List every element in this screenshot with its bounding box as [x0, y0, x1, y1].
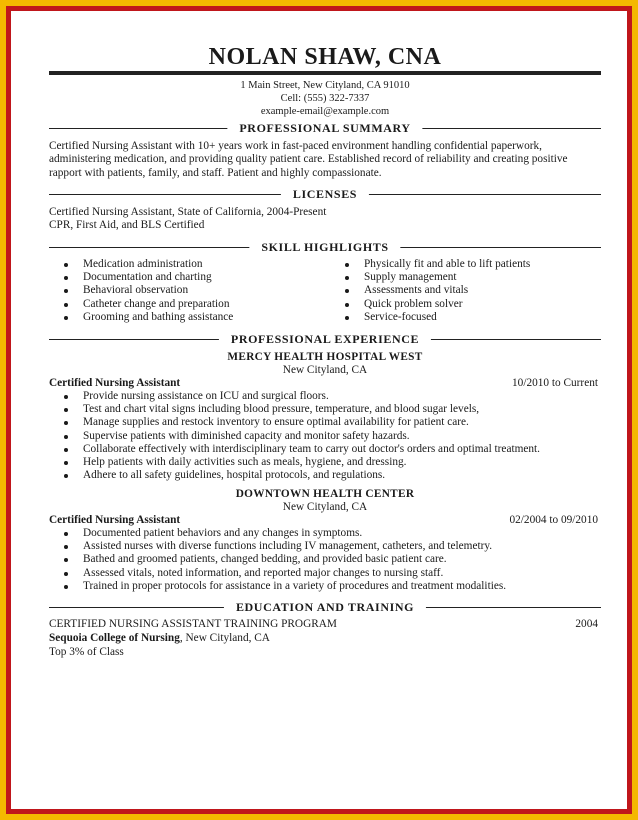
skill-item	[330, 311, 530, 324]
skills-heading	[49, 240, 601, 254]
summary-heading	[49, 121, 601, 135]
education-school: Sequoia College of Nursing	[49, 632, 180, 644]
skill-item	[330, 284, 530, 297]
employer-location: New Cityland, CA	[282, 501, 368, 513]
duty-text: Manage supplies and restock inventory to ensure optimal availability for patient care.	[83, 416, 469, 429]
duty-item	[49, 469, 540, 482]
duty-item	[49, 567, 506, 580]
skills-right-column	[330, 258, 530, 324]
job-dates: 10/2010 to Current	[512, 377, 598, 389]
license-item: Certified Nursing Assistant, State of California, 2004-Present	[49, 206, 327, 218]
licenses-heading	[49, 187, 601, 201]
bullet-icon	[345, 303, 349, 307]
header-rule	[49, 71, 601, 75]
duty-text: Supervise patients with diminished capacity and monitor safety hazards.	[83, 429, 410, 442]
experience-heading	[49, 332, 601, 346]
skill-item	[330, 298, 530, 311]
education-school-location: , New Cityland, CA	[179, 632, 270, 644]
job-dates: 02/2004 to 09/2010	[509, 514, 598, 526]
duty-text: Test and chart vital signs including blood pressure, temperature, and blood sugar levels,	[83, 403, 480, 416]
bullet-icon	[345, 276, 349, 280]
job-duties	[49, 390, 540, 482]
bullet-icon	[64, 263, 68, 267]
duty-text: Adhere to all safety guidelines, hospital protocols, and regulations.	[83, 469, 386, 482]
duty-item	[49, 403, 540, 416]
employer-name: DOWNTOWN HEALTH CENTER	[235, 488, 415, 500]
duty-item	[49, 456, 540, 469]
bullet-icon	[345, 316, 349, 320]
bullet-icon	[64, 316, 68, 320]
job-duties	[49, 527, 506, 593]
duty-item	[49, 553, 506, 566]
skill-item	[330, 258, 530, 271]
duty-text: Assisted nurses with diverse functions including IV management, catheters, and telemetry.	[83, 540, 493, 553]
bullet-icon	[64, 572, 68, 576]
bullet-icon	[64, 408, 68, 412]
duty-text: Bathed and groomed patients, changed bedding, and provided basic patient care.	[83, 553, 447, 566]
licenses-list	[49, 206, 601, 233]
employer-location: New Cityland, CA	[282, 364, 368, 376]
license-item: CPR, First Aid, and BLS Certified	[49, 219, 205, 232]
duty-item	[49, 443, 540, 456]
skill-label: Catheter change and preparation	[83, 297, 230, 310]
duty-item	[49, 416, 540, 429]
job-title: Certified Nursing Assistant	[49, 377, 181, 389]
summary-line: Certified Nursing Assistant with 10+ years work in fast-paced environment handling confidential paperwork,	[49, 140, 542, 152]
summary-text	[49, 140, 601, 180]
job-title: Certified Nursing Assistant	[49, 514, 181, 526]
contact-cell: Cell: (555) 322-7337	[280, 93, 370, 104]
duty-item	[49, 540, 506, 553]
education-school-row	[49, 632, 601, 645]
education-year: 2004	[575, 618, 598, 630]
skill-label: Quick problem solver	[364, 297, 463, 310]
duty-text: Assessed vitals, noted information, and reported major changes to nursing staff.	[83, 566, 444, 579]
resume-page	[11, 11, 627, 809]
skill-label: Physically fit and able to lift patients	[364, 258, 531, 270]
skill-label: Grooming and bathing assistance	[83, 310, 234, 323]
bullet-icon	[64, 558, 68, 562]
bullet-icon	[345, 263, 349, 267]
summary-line: administering medication, and providing quality patient care. Established record of reliability and creating positive	[49, 153, 568, 166]
employer-name: MERCY HEALTH HOSPITAL WEST	[227, 351, 423, 363]
skill-item	[49, 298, 233, 311]
bullet-icon	[345, 289, 349, 293]
skill-label: Medication administration	[83, 258, 203, 270]
summary-heading-label: PROFESSIONAL SUMMARY	[227, 121, 422, 135]
skill-label: Assessments and vitals	[364, 284, 469, 297]
duty-text: Trained in proper protocols for assistance in a variety of procedures and treatment modalities.	[83, 579, 507, 592]
education-program: CERTIFIED NURSING ASSISTANT TRAINING PROGRAM	[49, 618, 337, 630]
duty-item	[49, 390, 540, 403]
bullet-icon	[64, 585, 68, 589]
bullet-icon	[64, 474, 68, 478]
duty-text: Collaborate effectively with interdisciplinary team to carry out doctor's orders and optimal treatment.	[83, 442, 541, 455]
job-header	[49, 377, 601, 390]
bullet-icon	[64, 421, 68, 425]
skill-label: Supply management	[364, 271, 457, 284]
candidate-name: NOLAN SHAW, CNA	[208, 44, 442, 70]
skill-item	[49, 311, 233, 324]
education-program-row	[49, 618, 601, 631]
bullet-icon	[64, 289, 68, 293]
bullet-icon	[64, 448, 68, 452]
education-honor: Top 3% of Class	[49, 646, 124, 658]
skill-label: Behavioral observation	[83, 284, 189, 297]
duty-item	[49, 580, 506, 593]
skills-heading-label: SKILL HIGHLIGHTS	[249, 240, 400, 254]
bullet-icon	[64, 532, 68, 536]
skill-item	[49, 271, 233, 284]
experience-heading-label: PROFESSIONAL EXPERIENCE	[219, 332, 431, 346]
bullet-icon	[64, 276, 68, 280]
duty-item	[49, 430, 540, 443]
bullet-icon	[64, 545, 68, 549]
job-header	[49, 514, 601, 527]
bullet-icon	[64, 435, 68, 439]
summary-line: rapport with patients, family, and staff. Patient and highly compassionate.	[49, 166, 382, 179]
duty-text: Documented patient behaviors and any changes in symptoms.	[83, 527, 363, 539]
education-heading-label: EDUCATION AND TRAINING	[224, 600, 426, 614]
skill-label: Documentation and charting	[83, 271, 212, 284]
skill-item	[49, 284, 233, 297]
skills-left-column	[49, 258, 233, 324]
skill-label: Service-focused	[364, 310, 437, 323]
bullet-icon	[64, 303, 68, 307]
duty-text: Help patients with daily activities such as meals, hygiene, and dressing.	[83, 456, 407, 469]
bullet-icon	[64, 461, 68, 465]
skill-item	[330, 271, 530, 284]
contact-address: 1 Main Street, New Cityland, CA 91010	[240, 80, 410, 91]
duty-item	[49, 527, 506, 540]
education-heading	[49, 600, 601, 614]
licenses-heading-label: LICENSES	[281, 187, 369, 201]
skill-item	[49, 258, 233, 271]
bullet-icon	[64, 395, 68, 399]
duty-text: Provide nursing assistance on ICU and surgical floors.	[83, 390, 329, 402]
contact-email: example-email@example.com	[260, 106, 390, 117]
